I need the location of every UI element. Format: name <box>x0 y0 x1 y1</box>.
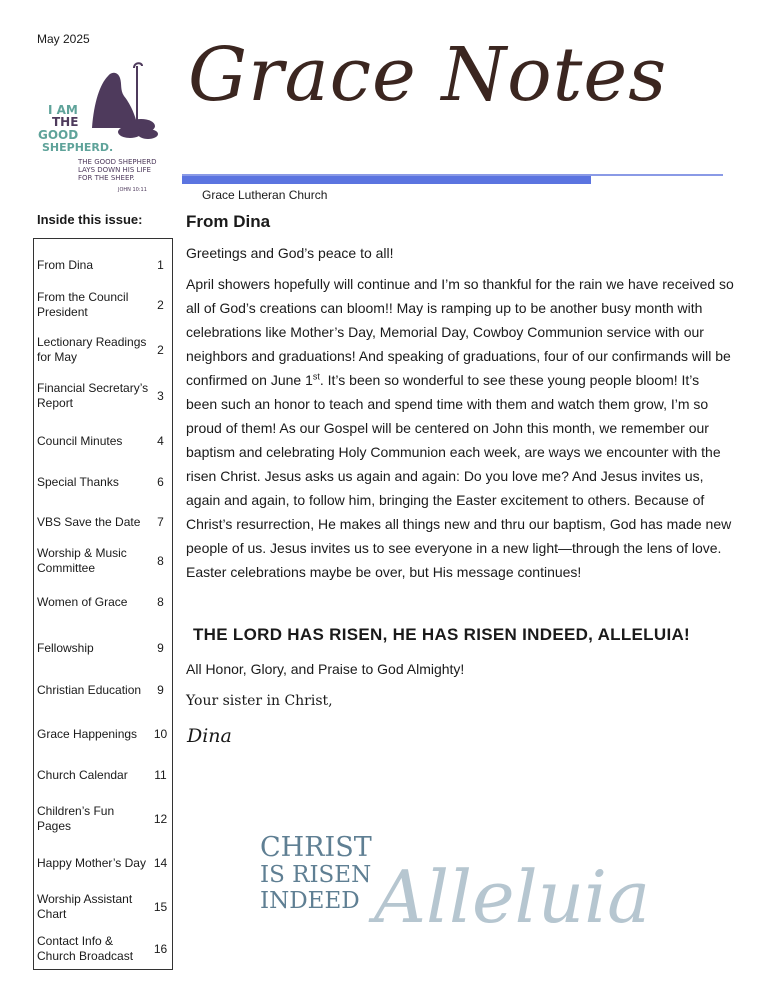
toc-item[interactable] <box>34 249 172 281</box>
toc-item[interactable] <box>34 718 172 750</box>
title-rule-thick <box>182 176 591 184</box>
toc-item-page: 9 <box>157 640 164 655</box>
toc-item-page: 3 <box>157 388 164 403</box>
toc-item[interactable] <box>34 379 172 413</box>
toc-item-page: 14 <box>153 855 168 870</box>
good-shepherd-logo <box>38 62 168 202</box>
article-body-part-1: April showers hopefully will continue and I’m so thankful for the rain we have received so all of God’s creations can bloom!! May is ramping up to be another busy month with celebrations like Mother’s Day, Memorial Day, Cowboy Communion service with our neighbors and graduations! And speaking of graduations, four of our confirmands will be confirmed on June 1 <box>186 276 734 388</box>
toc-item[interactable] <box>34 425 172 457</box>
toc-item[interactable] <box>34 466 172 498</box>
article-body-part-2: . It’s been so wonderful to see these young people bloom! It’s been such an honor to teach and spend time with them and watch them grow, I’m so proud of them! As our Gospel will be centered on John this month, we remember our baptism and celebrating Holy Communion each week, are ways we encounter with the risen Christ. Jesus asks us again and again: Do you love me? And Jesus invites us, again and again, to follow him, bringing the Easter excitement to others. Because of Christ’s resurrection, He makes all things new and thru our baptism, God has made new people of us. Jesus invites us to see everyone in a new light—through the lens of love. Easter celebrations maybe be over, but His message continues! <box>186 372 732 580</box>
toc-item-page: 8 <box>157 553 164 568</box>
newsletter-title: Grace Notes <box>188 32 668 118</box>
toc-item-label: From the Council President <box>37 290 129 319</box>
logo-line-4: SHEPHERD. <box>42 141 114 154</box>
logo-line-3: GOOD <box>38 128 79 142</box>
toc-item-label: Church Calendar <box>37 767 128 782</box>
toc-item-page: 12 <box>153 811 168 826</box>
toc-item-page: 10 <box>153 726 168 741</box>
article-closing: Your sister in Christ, <box>186 693 333 709</box>
toc-item-page: 4 <box>157 433 164 448</box>
logo-verse-3: FOR THE SHEEP. <box>78 174 135 182</box>
art-script: Alleluia <box>374 855 650 939</box>
toc-item-page: 15 <box>153 899 168 914</box>
toc-item-label: Women of Grace <box>37 594 128 609</box>
art-line-3: INDEED <box>260 888 360 914</box>
toc-item[interactable] <box>34 674 172 706</box>
article-praise-line: All Honor, Glory, and Praise to God Almighty! <box>186 661 465 677</box>
logo-verse-1: THE GOOD SHEPHERD <box>78 158 157 166</box>
shepherd-silhouette-icon <box>92 63 158 139</box>
toc-item[interactable] <box>34 802 172 836</box>
ordinal-suffix: st <box>312 371 320 382</box>
toc-item-page: 7 <box>157 514 164 529</box>
art-line-2: IS RISEN <box>260 862 372 888</box>
toc-title: Inside this issue: <box>37 212 143 227</box>
toc-item-label: Fellowship <box>37 640 94 655</box>
easter-headline: THE LORD HAS RISEN, HE HAS RISEN INDEED, ALLELUIA! <box>193 625 691 644</box>
toc-item[interactable] <box>34 288 172 322</box>
toc-item-label: Grace Happenings <box>37 726 138 741</box>
toc-item[interactable] <box>34 890 172 924</box>
toc-item-label: Lectionary Readings for May <box>37 335 147 364</box>
church-name: Grace Lutheran Church <box>202 188 328 202</box>
toc-item-label: Worship & Music Committee <box>37 546 127 575</box>
toc-item-page: 11 <box>154 767 167 782</box>
toc-item-label: Contact Info & Church Broadcast <box>37 934 134 963</box>
toc-item[interactable] <box>34 544 172 578</box>
article-greeting: Greetings and God’s peace to all! <box>186 245 394 261</box>
toc-item-page: 6 <box>157 474 164 489</box>
toc-item-page: 1 <box>157 257 164 272</box>
article-body <box>186 272 734 584</box>
toc-item[interactable] <box>34 846 172 880</box>
toc-item-label: From Dina <box>37 257 94 272</box>
issue-date: May 2025 <box>37 32 90 46</box>
toc-item-page: 9 <box>157 682 164 697</box>
toc-item-label: Special Thanks <box>37 474 119 489</box>
toc-item-label: Christian Education <box>37 682 142 697</box>
logo-reference: JOHN 10:11 <box>118 187 147 193</box>
toc-item-label: Worship Assistant Chart <box>37 892 133 921</box>
toc-item[interactable] <box>34 506 172 538</box>
art-line-1: CHRIST <box>260 832 372 863</box>
toc-item-label: Financial Secretary’s Report <box>37 381 149 410</box>
author-signature: Dina <box>187 725 232 747</box>
logo-verse-2: LAYS DOWN HIS LIFE <box>78 166 151 174</box>
table-of-contents <box>33 238 173 970</box>
toc-item[interactable] <box>34 632 172 664</box>
toc-item-page: 8 <box>157 594 164 609</box>
toc-item[interactable] <box>34 586 172 618</box>
toc-item-label: VBS Save the Date <box>37 514 141 529</box>
logo-line-2: THE <box>52 115 79 129</box>
toc-item-page: 2 <box>157 342 164 357</box>
toc-item-page: 16 <box>153 941 168 956</box>
christ-is-risen-artwork <box>258 826 650 966</box>
toc-item-label: Council Minutes <box>37 433 123 448</box>
toc-item-page: 2 <box>157 297 164 312</box>
toc-item[interactable] <box>34 333 172 367</box>
logo-line-1: I AM <box>48 103 78 117</box>
toc-item-label: Children’s Fun Pages <box>37 804 115 833</box>
toc-item[interactable] <box>34 759 172 791</box>
article-title: From Dina <box>186 212 271 231</box>
toc-item[interactable] <box>34 932 172 966</box>
toc-item-label: Happy Mother’s Day <box>37 855 146 870</box>
